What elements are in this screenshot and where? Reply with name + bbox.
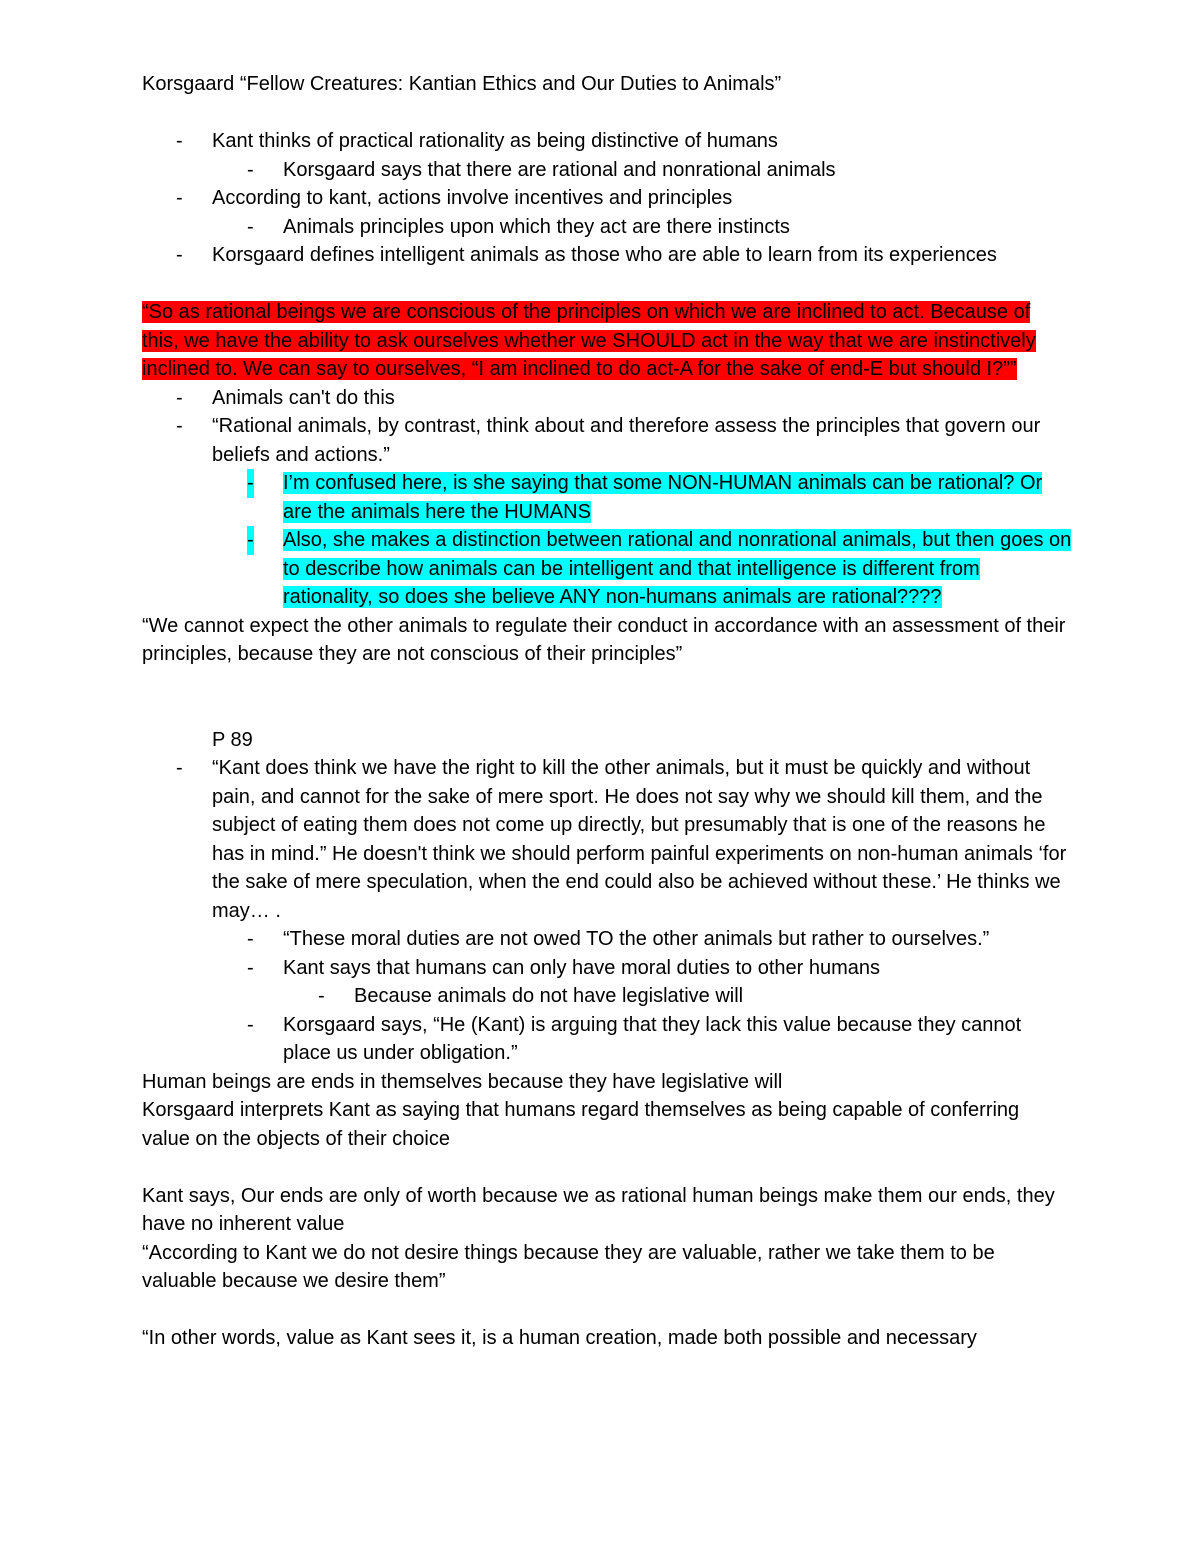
document-title: Korsgaard “Fellow Creatures: Kantian Ethics and Our Duties to Animals”: [142, 73, 782, 95]
list-item: - Because animals do not have legislative will: [318, 985, 744, 1007]
list-item: - Kant says that humans can only have moral duties to other humans: [247, 956, 881, 979]
list-item: - Korsgaard says that there are rational and nonrational animals: [247, 158, 836, 181]
page-reference: P 89: [212, 728, 253, 751]
list-item: - Animals can't do this: [176, 386, 395, 409]
paragraph: Kant says, Our ends are only of worth because we as rational human beings make them our ends, they have no inherent value: [142, 1184, 1055, 1235]
list-item: - Animals principles upon which they act are there instincts: [247, 215, 790, 238]
notes-list-1: [142, 127, 1072, 270]
notes-list-2: [142, 384, 1072, 612]
document-body: [142, 70, 1072, 1353]
list-item: - Kant thinks of practical rationality as being distinctive of humans: [176, 130, 778, 152]
quote-paragraph: “We cannot expect the other animals to regulate their conduct in accordance with an assessment of their principles, because they are not conscious of their principles”: [142, 614, 1066, 665]
paragraph: Korsgaard interprets Kant as saying that humans regard themselves as being capable of conferring value on the objects of their choice: [142, 1099, 1020, 1150]
list-item: - Korsgaard says, “He (Kant) is arguing that they lack this value because they cannot place us under obligation.”: [247, 1013, 1022, 1064]
list-item: - “Kant does think we have the right to kill the other animals, but it must be quickly and without pain, and cannot for the sake of mere sport. He does not say why we should kill them, and the subject of eating them does not come up directly, but presumably that is one of the reasons he has in mind.” He doesn't think we should perform painful experiments on non-human animals ‘for the sake of mere speculation, when the end could also be achieved without these.’ He thinks we may… .: [176, 757, 1067, 922]
list-item: - “Rational animals, by contrast, think about and therefore assess the principles that govern our beliefs and actions.”: [176, 415, 1041, 466]
paragraph: Human beings are ends in themselves because they have legislative will: [142, 1070, 783, 1093]
paragraph: “According to Kant we do not desire things because they are valuable, rather we take them to be valuable because we desire them”: [142, 1241, 995, 1292]
highlighted-quote: “So as rational beings we are conscious of the principles on which we are inclined to act. Because of this, we have the ability to ask ourselves whether we SHOULD act in the way that we are instinctively inclined to. We can say to ourselves, “I am inclined to do act-A for the sake of end-E but should I?””: [142, 301, 1036, 380]
question-item: - I’m confused here, is she saying that some NON-HUMAN animals can be rational? Or are the animals here the HUMANS: [142, 469, 1072, 526]
notes-list-3: [142, 754, 1072, 1068]
question-item: - Also, she makes a distinction between rational and nonrational animals, but then goes on to describe how animals can be intelligent and that intelligence is different from rationality, so does she believe ANY non-humans animals are rational????: [142, 526, 1072, 612]
list-item: - “These moral duties are not owed TO the other animals but rather to ourselves.”: [247, 928, 990, 950]
paragraph: “In other words, value as Kant sees it, is a human creation, made both possible and necessary: [142, 1327, 977, 1349]
list-item: - According to kant, actions involve incentives and principles: [176, 187, 733, 209]
list-item: - Korsgaard defines intelligent animals as those who are able to learn from its experiences: [176, 244, 997, 266]
